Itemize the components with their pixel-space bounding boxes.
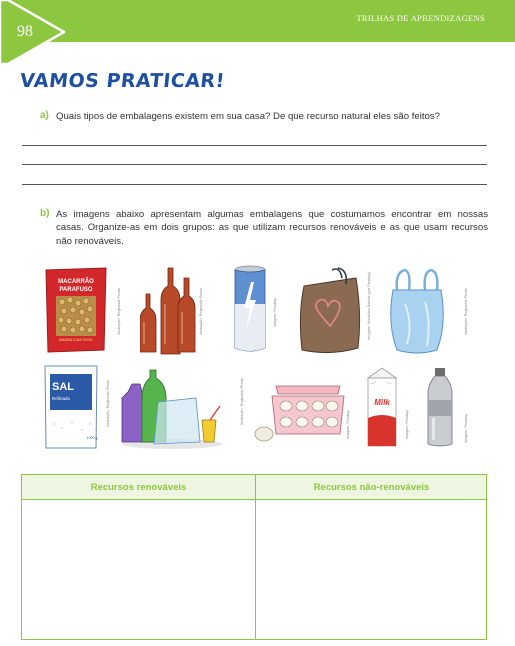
header-title: TRILHAS DE APRENDIZAGENS: [356, 13, 485, 23]
answer-line-2[interactable]: [22, 164, 487, 165]
question-b-line-1: As imagens abaixo apresentam algumas embalagens que costumamos encontrar em nossas: [56, 209, 488, 220]
pasta-bag-label-2: PARAFUSO: [59, 287, 93, 293]
salt-bag-brand: SAL: [52, 381, 74, 393]
question-a-label: a): [40, 110, 49, 121]
non-renewable-answer-cell[interactable]: [257, 500, 485, 638]
answer-line-1[interactable]: [22, 145, 487, 146]
image-credit-4: Imagem: Ancaldea Bellota (por Pixabay): [367, 272, 371, 340]
salt-bag-weight: 1000 g: [86, 436, 98, 440]
image-credit-1: Ilustração: Reginaldo Prado: [117, 288, 121, 335]
pasta-bag-footer: MASSA COM OVOS: [59, 338, 93, 342]
plastic-bottle-image: [420, 366, 460, 448]
image-credit-3: Imagem: Pixabay: [273, 298, 277, 328]
pasta-bag-label-1: MACARRÃO: [58, 279, 94, 285]
image-credit-9: Imagem: Pixabay: [405, 410, 409, 440]
image-credit-10: Imagem: Pixabay: [464, 414, 468, 444]
image-credit-7: Ilustração: Reginaldo Prado: [240, 378, 244, 425]
renewable-answer-cell[interactable]: [22, 500, 254, 638]
image-credit-6: Ilustração: Reginaldo Prado: [106, 380, 110, 427]
milk-carton-brand: Milk: [374, 398, 390, 407]
packaging-images-row-2: [0, 360, 515, 456]
salt-bag-sub: Refinado: [52, 396, 71, 401]
paper-bag-image: [296, 264, 364, 356]
glass-bottles-image: [140, 264, 196, 356]
image-credit-2: Ilustração: Reginaldo Prado: [199, 288, 203, 335]
section-title: VAMOS PRATICAR!: [18, 70, 226, 92]
energy-can-image: [232, 264, 268, 356]
answer-line-3[interactable]: [22, 184, 487, 185]
question-a-text: Quais tipos de embalagens existem em sua casa? De que recurso natural eles são feitos?: [56, 111, 440, 122]
page-number-tab: [0, 0, 70, 70]
page-number: 98: [17, 23, 33, 40]
classification-table: [21, 474, 487, 640]
table-column-divider: [255, 475, 256, 639]
image-credit-5: Ilustração: Reginaldo Prado: [464, 288, 468, 335]
plastic-bottles-group-image: [118, 362, 226, 450]
plastic-bag-image: [385, 264, 449, 356]
egg-carton-image: [254, 382, 346, 448]
image-credit-8: Imagem: Pixabay: [346, 410, 350, 440]
column-header-renewable: Recursos renováveis: [90, 482, 187, 493]
question-b-text: [56, 208, 488, 248]
question-b-label: b): [40, 208, 50, 219]
question-b-line-2: casas. Organize-as em dois grupos: as que utilizam recursos renováveis e as que usam recursos: [56, 222, 488, 234]
packaging-images-row-1: [0, 258, 515, 358]
column-header-non-renewable: Recursos não-renováveis: [313, 482, 430, 493]
question-b-line-3: não renováveis.: [56, 235, 124, 247]
